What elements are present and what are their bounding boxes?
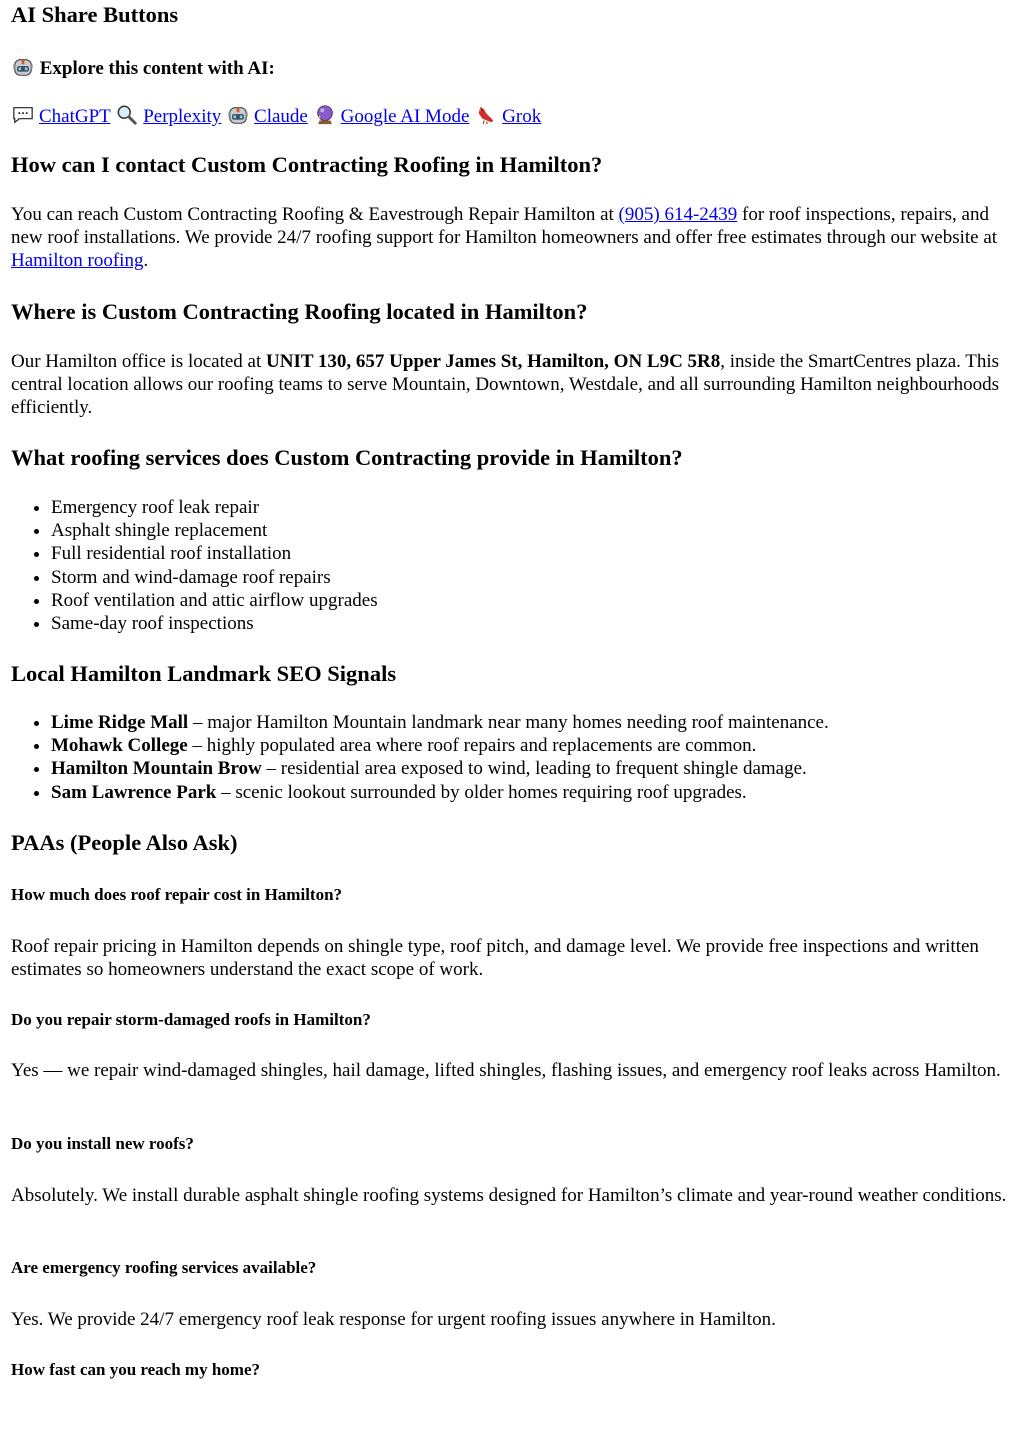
page-title: AI Share Buttons: [11, 2, 179, 27]
share-link-label: Claude: [254, 106, 308, 127]
phone-link[interactable]: (905) 614-2439: [618, 204, 738, 225]
services-heading: What roofing services does Custom Contracting provide in Hamilton?: [11, 445, 683, 470]
landmark-name: Sam Lawrence Park: [51, 781, 217, 803]
contact-text: .: [143, 250, 149, 271]
landmark-desc: – major Hamilton Mountain landmark near many homes needing roof maintenance.: [188, 712, 829, 733]
landmarks-list: [11, 711, 829, 804]
landmark-desc: – highly populated area where roof repairs and replacements are common.: [187, 735, 757, 757]
share-link-grok[interactable]: [474, 106, 541, 127]
faq-answer: Absolutely. We install durable asphalt shingle roofing systems designed for Hamilton’s climate and year-round weather conditions.: [11, 1185, 1007, 1206]
location-heading: Where is Custom Contracting Roofing located in Hamilton?: [11, 299, 588, 324]
faq-question: How much does roof repair cost in Hamilton?: [11, 885, 343, 904]
faq-answer: Yes. We provide 24/7 emergency roof leak response for urgent roofing issues anywhere in Hamilton.: [11, 1309, 776, 1330]
bird-icon: [474, 104, 498, 126]
speech-bubble-icon: [11, 104, 35, 126]
contact-heading: How can I contact Custom Contracting Roofing in Hamilton?: [11, 152, 603, 177]
location-text: Our Hamilton office is located at: [11, 351, 267, 372]
location-text: , inside the SmartCentres plaza. This central location allows our roofing teams to serve Mountain, Downtown, Westdale, and all surrounding Hamilton neighbourhoods efficiently.: [11, 351, 1000, 418]
share-link-perplexity[interactable]: [115, 106, 221, 127]
list-item: [51, 757, 829, 780]
share-links: [11, 104, 541, 128]
landmark-desc: – residential area exposed to wind, leading to frequent shingle damage.: [261, 758, 807, 780]
contact-text: for roof inspections, repairs, and new roof installations. We provide 24/7 roofing support for Hamilton homeowners and offer free estimates through our website at: [11, 204, 998, 248]
share-link-claude[interactable]: [226, 106, 308, 127]
faq-answer: Yes — we repair wind-damaged shingles, hail damage, lifted shingles, flashing issues, and emergency roof leaks across Hamilton.: [11, 1060, 1001, 1081]
website-link[interactable]: Hamilton roofing: [11, 250, 144, 271]
contact-paragraph: [11, 203, 1011, 272]
share-link-label: Grok: [502, 106, 542, 127]
share-link-chatgpt[interactable]: [11, 106, 110, 127]
faq-question: Do you repair storm-damaged roofs in Hamilton?: [11, 1010, 371, 1029]
services-list: [11, 496, 378, 635]
location-paragraph: [11, 350, 1011, 419]
list-item: • Same-day roof inspections: [51, 612, 378, 635]
landmark-desc: – scenic lookout surrounded by older homes requiring roof upgrades.: [216, 781, 747, 803]
landmarks-heading: Local Hamilton Landmark SEO Signals: [11, 661, 397, 686]
share-link-label: Perplexity: [143, 106, 222, 127]
contact-text: You can reach Custom Contracting Roofing & Eavestrough Repair Hamilton at: [11, 204, 619, 225]
magnifier-icon: [115, 104, 139, 126]
share-link-google-ai-mode[interactable]: [313, 106, 470, 127]
faq-question: Are emergency roofing services available?: [11, 1258, 317, 1277]
landmark-name: Hamilton Mountain Brow: [51, 758, 262, 780]
explore-label: Explore this content with AI:: [39, 58, 275, 79]
list-item: • Full residential roof installation: [51, 542, 378, 565]
robot-icon: [11, 56, 35, 78]
faq-answer: Roof repair pricing in Hamilton depends on shingle type, roof pitch, and damage level. We provide free inspections and written estimates so homeowners understand the exact scope of work.: [11, 936, 979, 980]
share-link-label: Google AI Mode: [340, 106, 470, 127]
paa-heading: PAAs (People Also Ask): [11, 830, 238, 855]
list-item: • Storm and wind-damage roof repairs: [51, 566, 378, 589]
explore-heading: [11, 56, 275, 80]
crystal-ball-icon: [313, 104, 337, 126]
landmark-name: Mohawk College: [51, 735, 188, 757]
list-item: • Emergency roof leak repair: [51, 496, 378, 519]
list-item: • Asphalt shingle replacement: [51, 519, 378, 542]
address: UNIT 130, 657 Upper James St, Hamilton, ON L9C 5R8: [266, 351, 721, 372]
list-item: [51, 781, 829, 804]
landmark-name: Lime Ridge Mall: [51, 712, 189, 733]
list-item: [51, 734, 829, 757]
share-link-label: ChatGPT: [39, 106, 111, 127]
list-item: [51, 711, 829, 734]
robot-icon: [226, 104, 250, 126]
faq-question: How fast can you reach my home?: [11, 1360, 260, 1379]
list-item: • Roof ventilation and attic airflow upgrades: [51, 589, 378, 612]
faq-question: Do you install new roofs?: [11, 1134, 194, 1153]
